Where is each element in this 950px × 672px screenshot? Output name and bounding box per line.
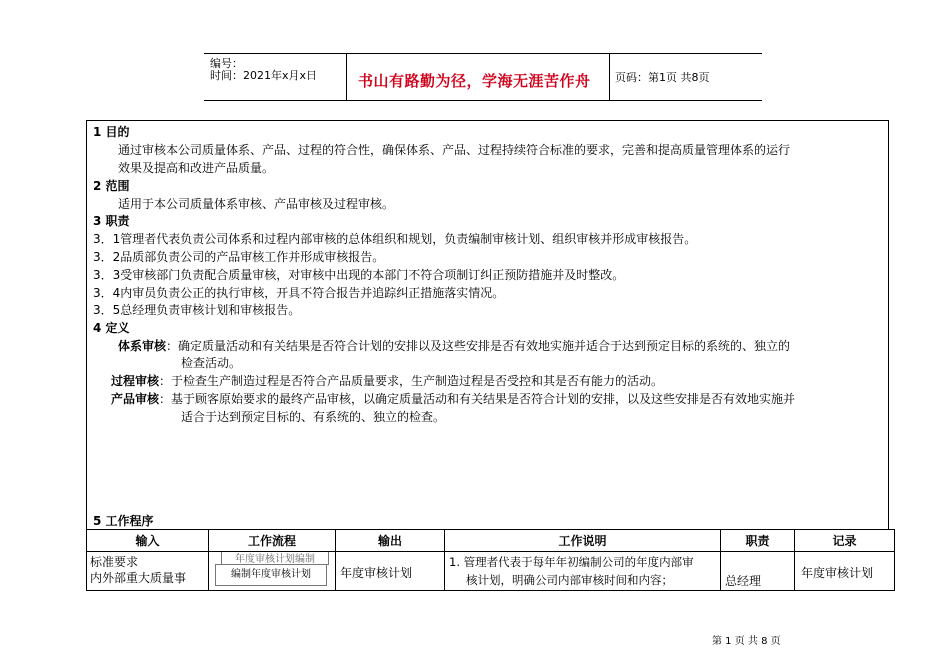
cell-input xyxy=(87,552,209,591)
flow-box-partial: 年度审核计划编制 xyxy=(221,552,329,565)
section-scope-title: 2 范围 xyxy=(93,179,130,193)
section-procedure-title: 5 工作程序 xyxy=(93,514,154,528)
col-header-output: 输出 xyxy=(336,530,445,552)
input-line: 标准要求 xyxy=(90,555,139,569)
duty-item: 3．5总经理负责审核计划和审核报告。 xyxy=(93,303,301,317)
header-bottom-rule xyxy=(204,100,762,101)
col-header-input: 输入 xyxy=(87,530,209,552)
section-scope-text: 适用于本公司质量体系审核、产品审核及过程审核。 xyxy=(118,197,395,211)
definition-product xyxy=(111,391,795,407)
duty-item: 3．1管理者代表负责公司体系和过程内部审核的总体组织和规划，负责编制审核计划、组织审核并形成审核报告。 xyxy=(93,232,697,246)
flow-box-annual-plan: 编制年度审核计划 xyxy=(215,564,327,586)
header-page-info: 页码：第1页 共8页 xyxy=(615,71,710,84)
section-purpose-text-2: 效果及提高和改进产品质量。 xyxy=(118,161,275,175)
page-footer: 第 1 页 共 8 页 xyxy=(712,636,781,647)
col-header-flow: 工作流程 xyxy=(209,530,336,552)
cell-output: 年度审核计划 xyxy=(336,552,445,591)
description-line: 1. 管理者代表于每年年初编制公司的年度内部审 xyxy=(449,555,694,569)
duty-item: 3．3受审核部门负责配合质量审核，对审核中出现的本部门不符合项制订纠正预防措施并及时整改。 xyxy=(93,268,625,282)
definition-system-term: 体系审核 xyxy=(118,339,167,353)
definition-product-text: ：基于顾客原始要求的最终产品审核，以确定质量活动和有关结果是否符合计划的安排，以及这些安排是否有效地实施并 xyxy=(159,392,796,406)
process-table xyxy=(86,529,895,591)
document-time: 时间：2021年x月x日 xyxy=(210,69,318,82)
cell-record: 年度审核计划 xyxy=(795,552,895,591)
definition-system-text: ：确定质量活动和有关结果是否符合计划的安排以及这些安排是否有效地实施并适合于达到预定目标的系统的、独立的 xyxy=(166,339,791,353)
cell-duty: 总经理 xyxy=(721,552,795,591)
header-top-rule xyxy=(204,53,762,54)
definition-process-text: ：于检查生产制造过程是否符合产品质量要求，生产制造过程是否受控和其是否有能力的活动。 xyxy=(159,374,664,388)
description-line: 核计划，明确公司内部审核时间和内容； xyxy=(466,573,673,587)
definition-system-text-2: 检查活动。 xyxy=(181,356,242,370)
section-definitions-title: 4 定义 xyxy=(93,321,130,335)
definition-process-term: 过程审核 xyxy=(111,374,160,388)
definition-product-term: 产品审核 xyxy=(111,392,160,406)
process-table-header xyxy=(87,530,895,552)
definition-system xyxy=(118,338,790,354)
cell-description xyxy=(445,552,721,591)
body-frame xyxy=(86,120,889,530)
input-line: 内外部重大质量事 xyxy=(90,571,187,585)
header-motto: 书山有路勤为径，学海无涯苦作舟 xyxy=(358,72,591,90)
section-purpose-text-1: 通过审核本公司质量体系、产品、过程的符合性，确保体系、产品、过程持续符合标准的要求，完善和提高质量管理体系的运行 xyxy=(118,143,791,157)
header-divider-left xyxy=(346,53,347,101)
cell-flow xyxy=(209,552,336,591)
col-header-duty: 职责 xyxy=(721,530,795,552)
definition-product-text-2: 适合于达到预定目标的、有系统的、独立的检查。 xyxy=(181,410,446,424)
duty-item: 3．2品质部负责公司的产品审核工作并形成审核报告。 xyxy=(93,250,385,264)
col-header-record: 记录 xyxy=(795,530,895,552)
document-number-label: 编号： xyxy=(210,57,243,70)
duty-item: 3．4内审员负责公正的执行审核，开具不符合报告并追踪纠正措施落实情况。 xyxy=(93,286,505,300)
col-header-description: 工作说明 xyxy=(445,530,721,552)
definition-process xyxy=(111,373,663,389)
table-row xyxy=(87,552,895,591)
section-purpose-title: 1 目的 xyxy=(93,125,130,139)
section-duties-title: 3 职责 xyxy=(93,214,130,228)
header-divider-right xyxy=(609,53,610,101)
